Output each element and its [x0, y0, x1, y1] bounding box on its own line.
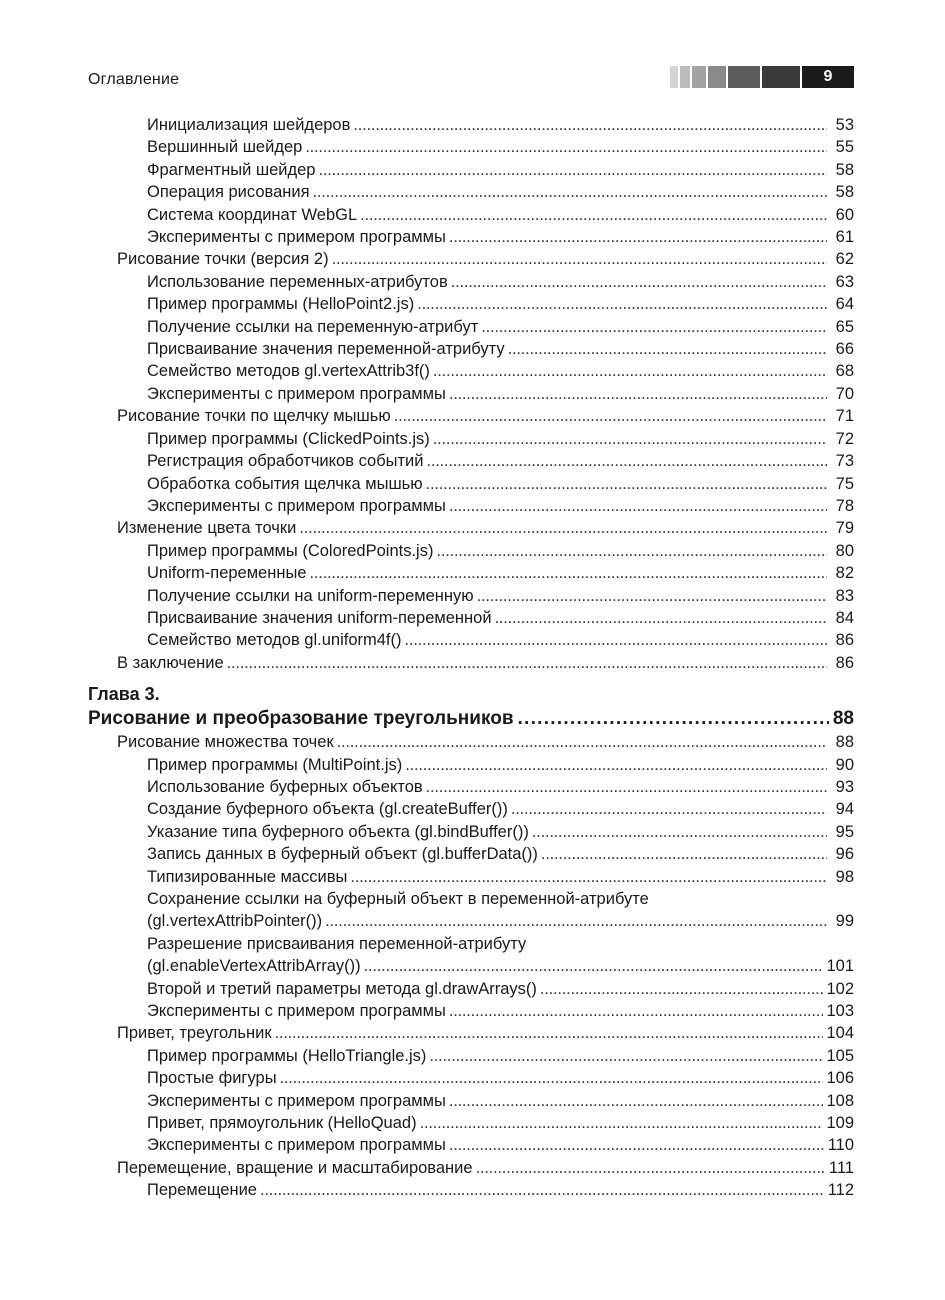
toc-entry[interactable]: [88, 1022, 854, 1044]
header-bar: [708, 66, 726, 88]
toc-entry-title: Пример программы (HelloPoint2.js): [147, 295, 415, 314]
dot-leader: [350, 866, 827, 888]
dot-leader: [332, 248, 827, 270]
toc-entry[interactable]: [88, 1090, 854, 1112]
toc-entry[interactable]: [88, 629, 854, 651]
toc-entry-title: Присваивание значения uniform-переменной: [147, 608, 492, 627]
dot-leader: [360, 204, 827, 226]
toc-entry-page: 66: [835, 340, 854, 359]
toc-entry-title: Привет, прямоугольник (HelloQuad): [147, 1114, 417, 1133]
toc-entry[interactable]: [88, 517, 854, 539]
toc-entry-title: Пример программы (ColoredPoints.js): [147, 541, 434, 560]
dot-leader: [405, 629, 828, 651]
toc-entry[interactable]: [88, 181, 854, 203]
toc-entry-title: Получение ссылки на uniform-переменную: [147, 586, 474, 605]
toc-entry[interactable]: [88, 585, 854, 607]
toc-entry-title: Эксперименты с примером программы: [147, 384, 446, 403]
header-bar: [728, 66, 760, 88]
toc-entry-page: 78: [835, 496, 854, 515]
toc-entry-page: 55: [835, 138, 854, 157]
toc-entry-page: 71: [835, 407, 854, 426]
toc-entry-title-line: Сохранение ссылки на буферный объект в переменной-атрибуте: [147, 890, 649, 908]
toc-entry[interactable]: [88, 1112, 854, 1134]
dot-leader: [313, 181, 827, 203]
toc-entry[interactable]: [88, 978, 854, 1000]
toc-entry-page: 75: [835, 474, 854, 493]
toc-entry-page: 58: [835, 183, 854, 202]
dot-leader: [541, 843, 827, 865]
toc-entry[interactable]: [88, 843, 854, 865]
dot-leader: [518, 706, 829, 731]
toc-entry-title: Пример программы (ClickedPoints.js): [147, 429, 430, 448]
toc-entry[interactable]: [88, 955, 854, 977]
toc-entry-page: 86: [835, 631, 854, 650]
toc-entry-page: 96: [835, 845, 854, 864]
dot-leader: [319, 159, 828, 181]
toc-entry-page: 82: [835, 564, 854, 583]
toc-entry[interactable]: [88, 159, 854, 181]
toc-entry[interactable]: [88, 1157, 854, 1179]
toc-entry-title: Второй и третий параметры метода gl.drawArrays(): [147, 979, 537, 998]
toc-entry-title: Рисование точки по щелчку мышью: [117, 407, 391, 426]
toc-entry[interactable]: [88, 316, 854, 338]
toc-entry-title: Эксперименты с примером программы: [147, 1091, 446, 1110]
toc-entry[interactable]: [88, 1045, 854, 1067]
chapter-entry[interactable]: [88, 706, 854, 731]
toc-entry-page: 68: [835, 362, 854, 381]
toc-entry[interactable]: [88, 1067, 854, 1089]
toc-entry-page: 102: [826, 979, 854, 998]
toc-entry-page: 106: [826, 1069, 854, 1088]
dot-leader: [477, 585, 827, 607]
table-of-contents: [88, 114, 854, 1202]
toc-entry[interactable]: [88, 540, 854, 562]
dot-leader: [449, 226, 827, 248]
toc-entry-page: 63: [835, 272, 854, 291]
dot-leader: [280, 1067, 824, 1089]
toc-entry-page: 84: [835, 608, 854, 627]
toc-entry[interactable]: [88, 1134, 854, 1156]
toc-entry-page: 108: [826, 1091, 854, 1110]
dot-leader: [449, 1134, 825, 1156]
toc-entry[interactable]: [88, 114, 854, 136]
toc-list-top: [88, 114, 854, 674]
dot-leader: [275, 1022, 824, 1044]
toc-entry-title: В заключение: [117, 653, 224, 672]
dot-leader: [495, 607, 827, 629]
toc-entry-page: 79: [835, 519, 854, 538]
toc-entry[interactable]: [88, 473, 854, 495]
toc-entry[interactable]: [88, 495, 854, 517]
chapter-label: Глава 3.: [88, 684, 160, 705]
header-bar: [692, 66, 706, 88]
toc-entry-title: Пример программы (HelloTriangle.js): [147, 1046, 427, 1065]
dot-leader: [481, 316, 827, 338]
toc-entry-title: Создание буферного объекта (gl.createBuffer()): [147, 800, 508, 819]
dot-leader: [260, 1179, 825, 1201]
toc-entry[interactable]: [88, 821, 854, 843]
dot-leader: [337, 731, 827, 753]
toc-entry-page: 95: [835, 822, 854, 841]
toc-entry-title: Инициализация шейдеров: [147, 116, 351, 134]
toc-entry-title: Запись данных в буферный объект (gl.bufferData()): [147, 845, 538, 864]
toc-entry-title: Присваивание значения переменной-атрибуту: [147, 340, 505, 359]
toc-entry-page: 93: [835, 777, 854, 796]
dot-leader: [511, 798, 827, 820]
dot-leader: [299, 517, 827, 539]
toc-entry-page: 105: [826, 1046, 854, 1065]
toc-entry-page: 90: [835, 755, 854, 774]
toc-entry-title: Привет, треугольник: [117, 1024, 272, 1043]
dot-leader: [417, 293, 827, 315]
header-bar: [670, 66, 678, 88]
dot-leader: [405, 754, 827, 776]
toc-entry[interactable]: [88, 360, 854, 382]
toc-entry-page: 111: [828, 1158, 854, 1177]
toc-entry-title: Система координат WebGL: [147, 205, 358, 224]
toc-entry-title: Вершинный шейдер: [147, 138, 303, 157]
toc-entry-page: 65: [835, 317, 854, 336]
toc-entry-title: Эксперименты с примером программы: [147, 1002, 446, 1021]
toc-entry-title: Семейство методов gl.vertexAttrib3f(): [147, 362, 430, 381]
toc-entry[interactable]: [88, 776, 854, 798]
toc-entry-title: Пример программы (MultiPoint.js): [147, 755, 403, 774]
toc-entry[interactable]: [88, 405, 854, 427]
dot-leader: [394, 405, 827, 427]
toc-entry-page: 64: [835, 295, 854, 314]
toc-list-bottom: [88, 731, 854, 1202]
dot-leader: [227, 652, 827, 674]
dot-leader: [364, 955, 824, 977]
dot-leader: [353, 114, 827, 136]
dot-leader: [420, 1112, 824, 1134]
toc-entry-page: 112: [827, 1181, 854, 1200]
toc-entry-page: 53: [835, 116, 854, 134]
toc-entry-title: Типизированные массивы: [147, 867, 348, 886]
toc-entry-title: Простые фигуры: [147, 1069, 277, 1088]
toc-entry[interactable]: [88, 731, 854, 753]
toc-entry-page: 103: [826, 1002, 854, 1021]
running-title: Оглавление: [88, 71, 180, 88]
toc-entry-title: Uniform-переменные: [147, 564, 307, 583]
toc-entry-title: Регистрация обработчиков событий: [147, 452, 424, 471]
header-bar: [680, 66, 690, 88]
toc-entry[interactable]: [88, 383, 854, 405]
dot-leader: [426, 473, 827, 495]
toc-entry[interactable]: [88, 1179, 854, 1201]
dot-leader: [429, 1045, 823, 1067]
dot-leader: [433, 428, 827, 450]
toc-entry-page: 110: [827, 1136, 854, 1155]
toc-entry[interactable]: [88, 204, 854, 226]
toc-entry-page: 101: [826, 957, 854, 976]
dot-leader: [476, 1157, 826, 1179]
dot-leader: [449, 383, 827, 405]
chapter-page: 88: [832, 708, 854, 730]
dot-leader: [436, 540, 827, 562]
toc-entry-title: Получение ссылки на переменную-атрибут: [147, 317, 479, 336]
toc-entry-title: Эксперименты с примером программы: [147, 1136, 446, 1155]
toc-entry[interactable]: [88, 562, 854, 584]
page-number: 9: [802, 66, 854, 88]
toc-entry-page: 88: [835, 733, 854, 752]
toc-entry-page: 80: [835, 541, 854, 560]
toc-entry[interactable]: [88, 866, 854, 888]
toc-entry-title: Фрагментный шейдер: [147, 160, 316, 179]
page-header: [88, 62, 854, 92]
toc-entry-page: 94: [835, 800, 854, 819]
toc-entry-page: 70: [835, 384, 854, 403]
dot-leader: [449, 495, 827, 517]
toc-entry-title: Рисование множества точек: [117, 733, 334, 752]
toc-entry-title: Перемещение, вращение и масштабирование: [117, 1158, 473, 1177]
header-bars: [668, 66, 854, 88]
toc-entry-title: Указание типа буферного объекта (gl.bindBuffer()): [147, 822, 529, 841]
dot-leader: [310, 562, 828, 584]
dot-leader: [427, 450, 828, 472]
toc-entry[interactable]: [88, 652, 854, 674]
toc-entry[interactable]: [88, 428, 854, 450]
toc-entry-page: 99: [835, 912, 854, 931]
toc-entry-title: Операция рисования: [147, 183, 310, 202]
toc-entry[interactable]: [88, 798, 854, 820]
dot-leader: [508, 338, 827, 360]
toc-entry-page: 86: [835, 653, 854, 672]
toc-entry[interactable]: [88, 910, 854, 932]
toc-entry[interactable]: [88, 248, 854, 270]
toc-entry-title: Рисование точки (версия 2): [117, 250, 329, 269]
toc-entry[interactable]: [88, 607, 854, 629]
toc-entry[interactable]: [88, 754, 854, 776]
toc-entry-page: 109: [826, 1114, 854, 1133]
toc-entry-title: Обработка события щелчка мышью: [147, 474, 423, 493]
dot-leader: [426, 776, 827, 798]
toc-entry[interactable]: [88, 226, 854, 248]
toc-entry-page: 61: [835, 228, 854, 247]
toc-entry-page: 73: [835, 452, 854, 471]
toc-entry-title-line: Разрешение присваивания переменной-атрибуту: [147, 934, 527, 953]
toc-entry-title: Семейство методов gl.uniform4f(): [147, 631, 402, 650]
toc-entry-title: Эксперименты с примером программы: [147, 228, 446, 247]
toc-entry[interactable]: [88, 293, 854, 315]
dot-leader: [433, 360, 827, 382]
toc-entry-title: (gl.enableVertexAttribArray()): [147, 957, 361, 976]
toc-entry-title: Изменение цвета точки: [117, 519, 297, 538]
dot-leader: [305, 136, 827, 158]
toc-entry[interactable]: [88, 136, 854, 158]
chapter-title: Рисование и преобразование треугольников: [88, 708, 514, 730]
dot-leader: [532, 821, 827, 843]
toc-entry[interactable]: [88, 1000, 854, 1022]
toc-entry-page: 60: [835, 205, 854, 224]
header-bar: [762, 66, 800, 88]
toc-entry-page: 98: [835, 867, 854, 886]
toc-entry-page: 83: [835, 586, 854, 605]
toc-entry-title: Использование переменных-атрибутов: [147, 272, 448, 291]
dot-leader: [540, 978, 824, 1000]
toc-entry[interactable]: [88, 450, 854, 472]
toc-entry-title: Эксперименты с примером программы: [147, 496, 446, 515]
dot-leader: [449, 1000, 824, 1022]
dot-leader: [451, 271, 827, 293]
toc-entry-title: Перемещение: [147, 1181, 257, 1200]
toc-entry-title: (gl.vertexAttribPointer()): [147, 912, 323, 931]
toc-entry-title: Использование буферных объектов: [147, 777, 423, 796]
toc-entry[interactable]: [88, 338, 854, 360]
toc-entry-page: 62: [835, 250, 854, 269]
toc-entry[interactable]: [88, 271, 854, 293]
toc-entry-page: 72: [835, 429, 854, 448]
dot-leader: [449, 1090, 824, 1112]
dot-leader: [325, 910, 827, 932]
toc-entry-page: 104: [826, 1024, 854, 1043]
toc-entry-page: 58: [835, 160, 854, 179]
